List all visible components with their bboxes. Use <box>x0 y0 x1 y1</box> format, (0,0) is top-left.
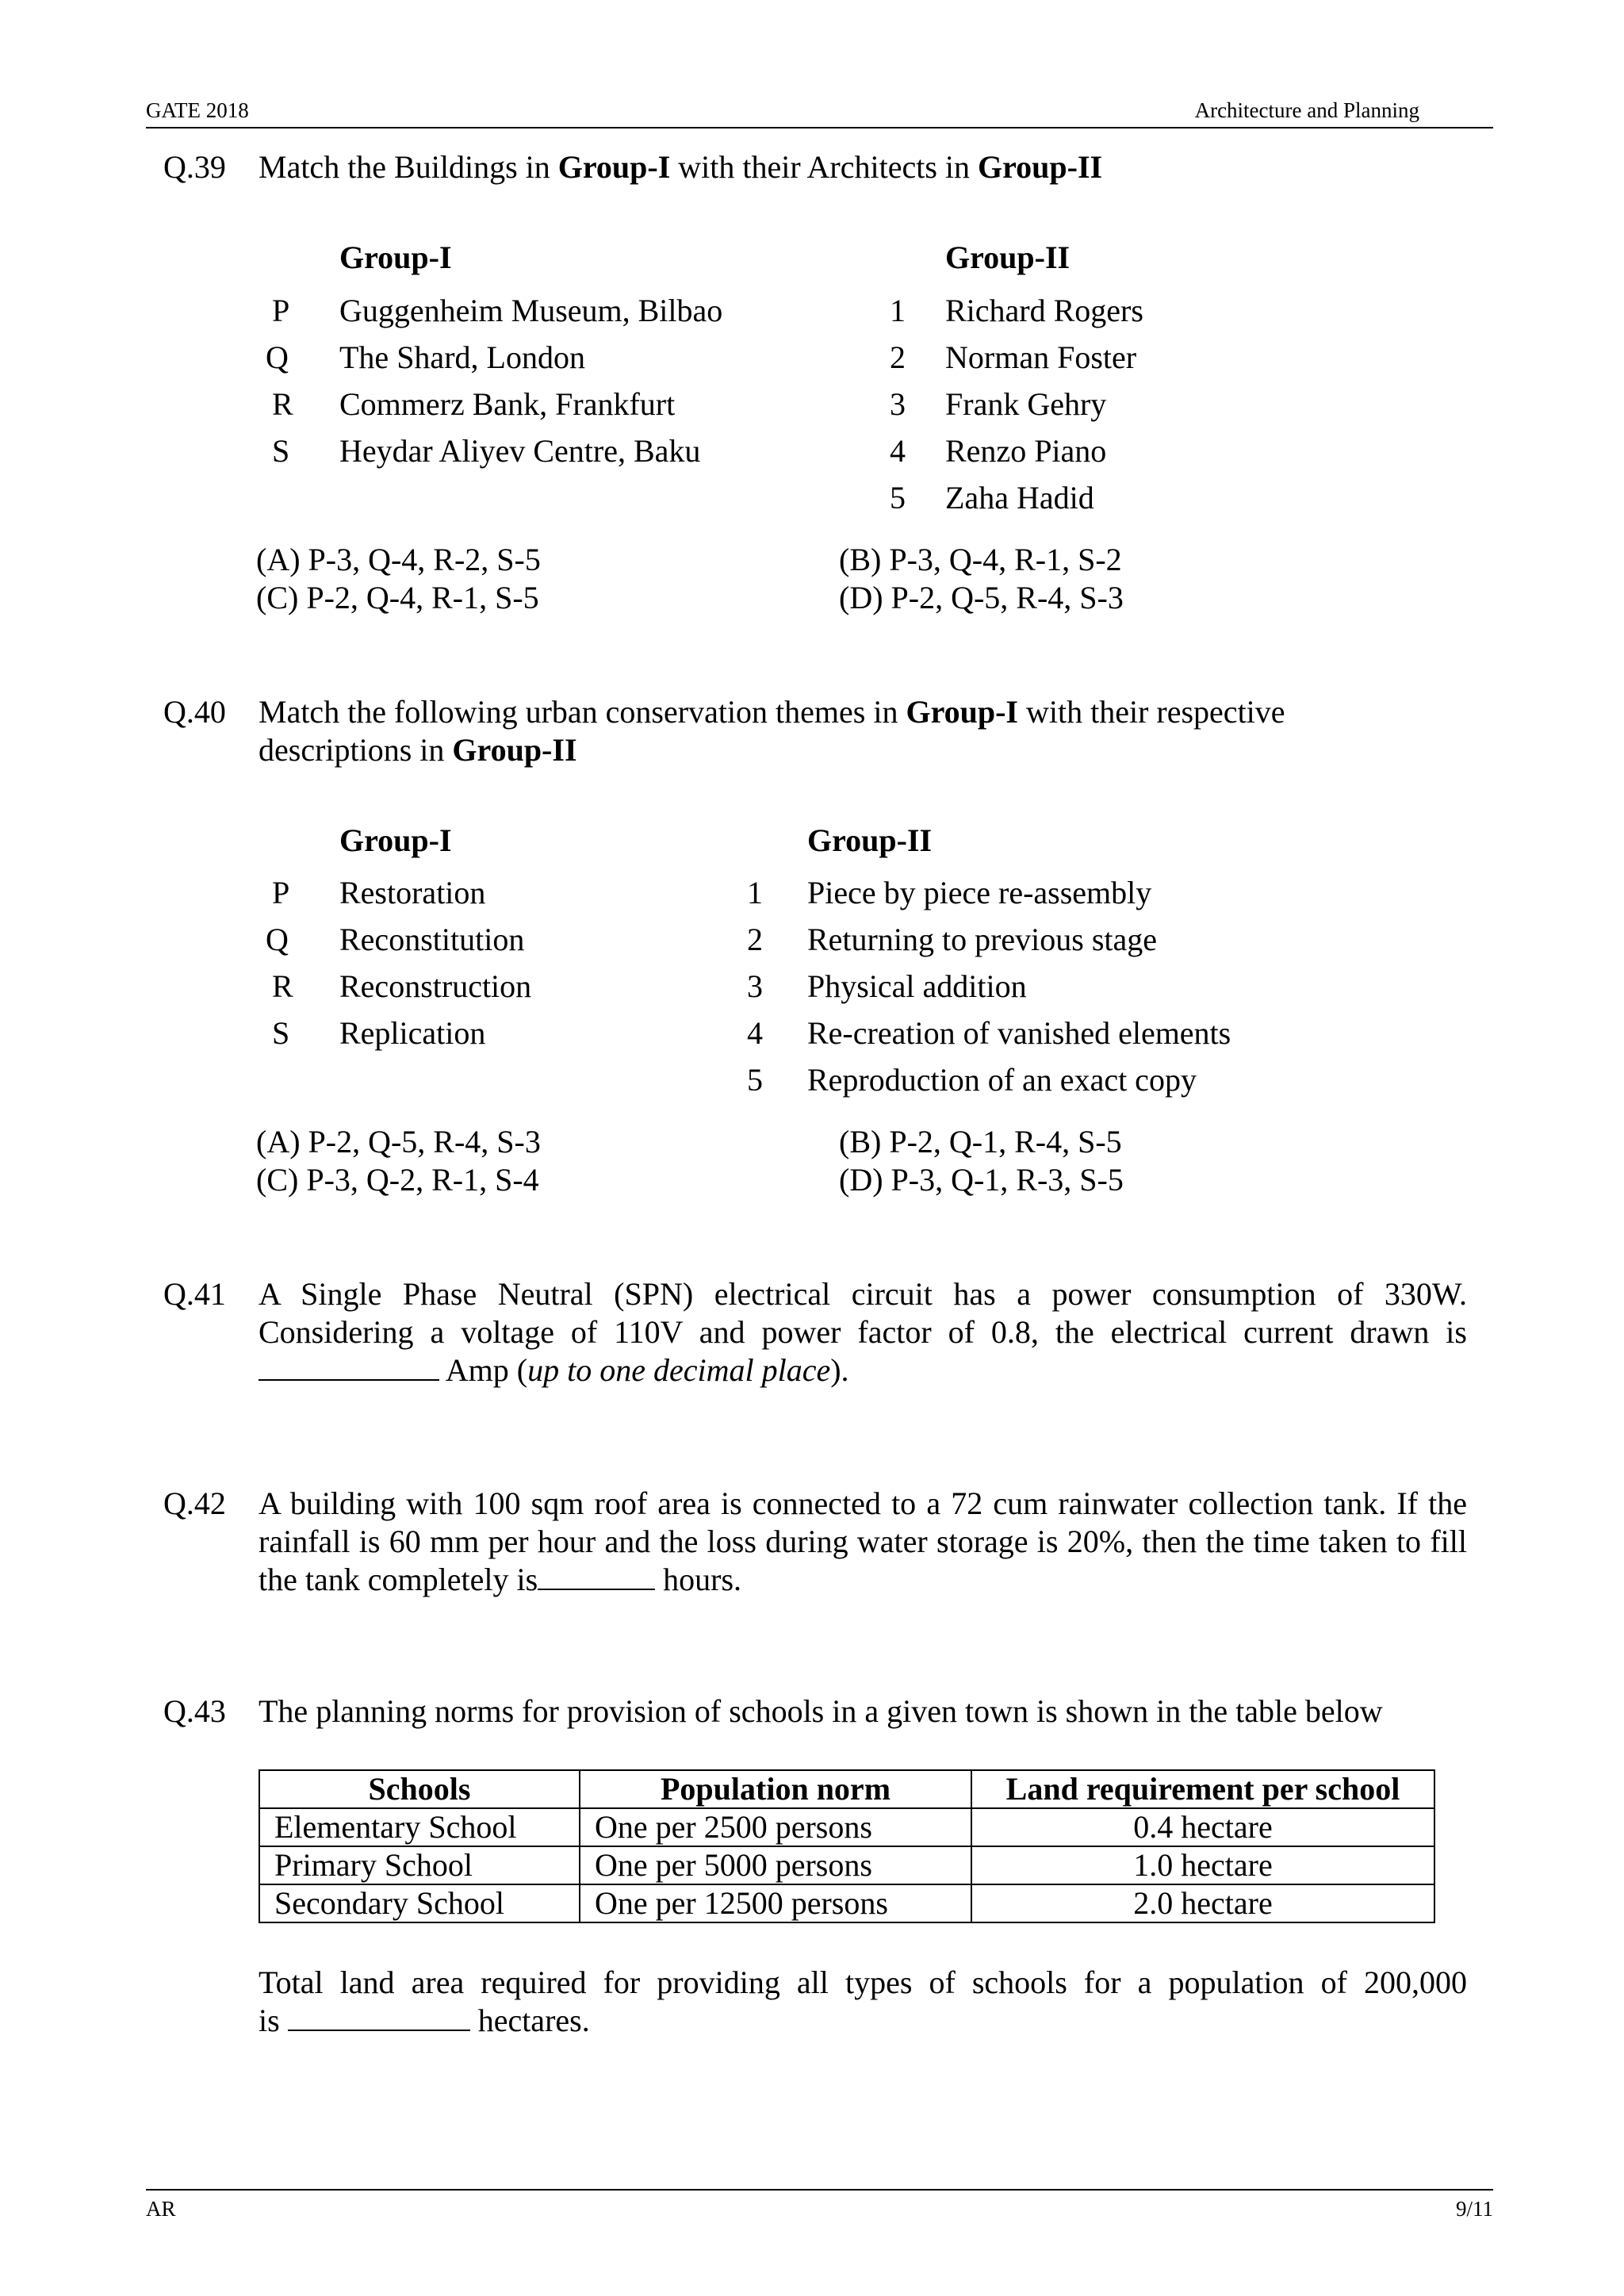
question-number: Q.39 <box>163 149 226 185</box>
table-row <box>259 1884 1434 1922</box>
footer-paper-code: AR <box>146 2197 176 2221</box>
group2-key: 3 <box>890 386 906 422</box>
table-row <box>259 1808 1434 1846</box>
answer-blank[interactable] <box>538 1562 655 1590</box>
group1-key: S <box>272 433 290 469</box>
question-text: A building with 100 sqm roof area is connected to a 72 cum rainwater collection tank. If the rainfall is 60 mm per hour and the loss during water storage is 20%, then the time taken to fill the tank completely is hours. <box>259 1485 1467 1597</box>
group1-item: Reconstruction <box>339 968 532 1004</box>
group1-key: S <box>272 1015 290 1051</box>
group2-key: 2 <box>747 922 763 957</box>
table-cell: Elementary School <box>259 1808 580 1846</box>
table-header: Population norm <box>580 1770 971 1808</box>
group1-item: Heydar Aliyev Centre, Baku <box>339 433 701 469</box>
group2-key: 2 <box>890 339 906 375</box>
group2-item: Returning to previous stage <box>807 922 1158 957</box>
group2-item: Richard Rogers <box>945 293 1143 328</box>
group2-item: Reproduction of an exact copy <box>807 1062 1197 1098</box>
school-norms-table <box>259 1769 1435 1923</box>
group1-item: Replication <box>339 1015 486 1051</box>
group2-key: 5 <box>747 1062 763 1098</box>
group2-heading: Group-II <box>945 240 1071 275</box>
group2-item: Frank Gehry <box>945 386 1107 422</box>
group1-item: Reconstitution <box>339 922 525 957</box>
option-d[interactable]: (D) P-2, Q-5, R-4, S-3 <box>839 580 1124 615</box>
question-prompt: The planning norms for provision of schools in a given town is shown in the table below <box>259 1693 1383 1729</box>
group1-key: Q <box>266 922 289 957</box>
table-header: Schools <box>259 1770 580 1808</box>
group1-item: Restoration <box>339 875 486 910</box>
group2-key: 5 <box>890 480 906 516</box>
question-text: A Single Phase Neutral (SPN) electrical circuit has a power consumption of 330W. Considering a voltage of 110V and power factor of 0.8, the electrical current drawn is Amp (up to one decimal place). <box>259 1276 1467 1388</box>
header-rule <box>146 127 1493 128</box>
group2-item: Piece by piece re-assembly <box>807 875 1152 910</box>
group1-heading: Group-I <box>339 240 452 275</box>
option-d[interactable]: (D) P-3, Q-1, R-3, S-5 <box>839 1162 1124 1198</box>
answer-blank[interactable] <box>288 2003 470 2031</box>
header-paper-name: Architecture and Planning <box>1194 98 1419 122</box>
option-a[interactable]: (A) P-3, Q-4, R-2, S-5 <box>256 542 541 577</box>
group1-item: Guggenheim Museum, Bilbao <box>339 293 723 328</box>
question-prompt: Match the Buildings in Group-I with their Architects in Group-II <box>259 149 1103 185</box>
group2-item: Zaha Hadid <box>945 480 1094 516</box>
question-prompt-line2: descriptions in Group-II <box>259 732 577 768</box>
question-prompt-line1: Match the following urban conservation themes in Group-I with their respective <box>259 694 1285 730</box>
table-cell: 0.4 hectare <box>971 1808 1434 1846</box>
header-exam-title: GATE 2018 <box>146 98 249 122</box>
group1-key: P <box>272 875 290 910</box>
table-cell: Primary School <box>259 1846 580 1884</box>
question-number: Q.41 <box>163 1276 226 1312</box>
option-b[interactable]: (B) P-2, Q-1, R-4, S-5 <box>839 1124 1122 1159</box>
answer-blank[interactable] <box>259 1352 439 1381</box>
table-cell: One per 5000 persons <box>580 1846 971 1884</box>
group2-key: 4 <box>747 1015 763 1051</box>
question-text-line1: Total land area required for providing all types of schools for a population of 200,000 <box>259 1964 1467 2000</box>
option-c[interactable]: (C) P-2, Q-4, R-1, S-5 <box>256 580 539 615</box>
question-number: Q.43 <box>163 1693 226 1729</box>
table-header: Land requirement per school <box>971 1770 1434 1808</box>
footer-rule <box>146 2189 1493 2191</box>
group2-key: 3 <box>747 968 763 1004</box>
page-number: 9/11 <box>1456 2197 1493 2221</box>
group1-heading: Group-I <box>339 822 452 858</box>
table-cell: One per 2500 persons <box>580 1808 971 1846</box>
group1-key: Q <box>266 339 289 375</box>
table-cell: 2.0 hectare <box>971 1884 1434 1922</box>
option-b[interactable]: (B) P-3, Q-4, R-1, S-2 <box>839 542 1122 577</box>
group2-item: Re-creation of vanished elements <box>807 1015 1231 1051</box>
question-number: Q.42 <box>163 1485 226 1521</box>
table-cell: 1.0 hectare <box>971 1846 1434 1884</box>
option-c[interactable]: (C) P-3, Q-2, R-1, S-4 <box>256 1162 539 1198</box>
group1-item: The Shard, London <box>339 339 585 375</box>
group2-key: 1 <box>890 293 906 328</box>
group1-key: P <box>272 293 290 328</box>
group1-key: R <box>272 968 293 1004</box>
group1-item: Commerz Bank, Frankfurt <box>339 386 676 422</box>
table-cell: One per 12500 persons <box>580 1884 971 1922</box>
question-number: Q.40 <box>163 694 226 730</box>
table-row <box>259 1846 1434 1884</box>
table-header-row <box>259 1770 1434 1808</box>
group2-key: 1 <box>747 875 763 910</box>
group2-heading: Group-II <box>807 822 933 858</box>
table-cell: Secondary School <box>259 1884 580 1922</box>
option-a[interactable]: (A) P-2, Q-5, R-4, S-3 <box>256 1124 541 1159</box>
question-text-line2: is hectares. <box>259 2003 590 2038</box>
group2-item: Renzo Piano <box>945 433 1107 469</box>
group2-item: Physical addition <box>807 968 1027 1004</box>
group2-item: Norman Foster <box>945 339 1137 375</box>
group1-key: R <box>272 386 293 422</box>
group2-key: 4 <box>890 433 906 469</box>
